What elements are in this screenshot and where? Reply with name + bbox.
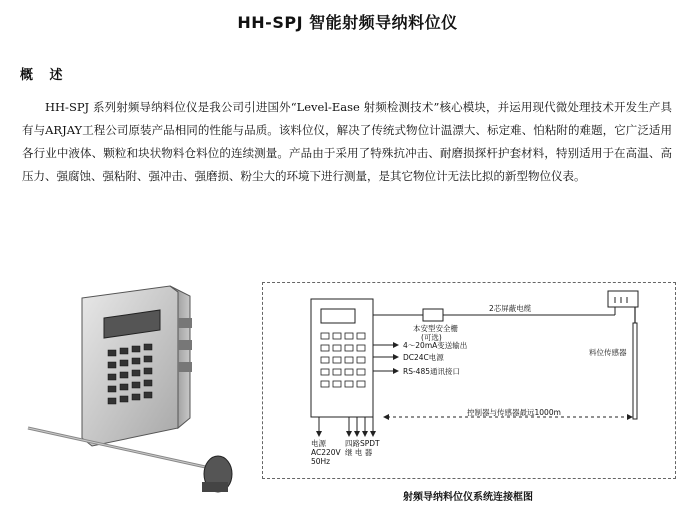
cable-label: 2芯屏蔽电缆: [489, 304, 532, 313]
relay-label: [345, 439, 380, 457]
sensor-head: [608, 291, 638, 307]
barrier-optional-label: (可选): [421, 333, 442, 342]
overview-paragraph: HH-SPJ 系列射频导纳料位仪是我公司引进国外“Level-Ease 射频检测技术”核心模块，并运用现代微处理技术开发生产具有与ARJAY工程公司原装产品相同的性能与品质。该料位仪，解决了传统式物位计温漂大、标定难、怕粘附的难题，它广泛适用各行业中液体、颗粒和块状物料仓料位的连续测量。产品由于采用了特殊抗冲击、耐磨损探杆护套材料，特别适用于在高温、高压力、强腐蚀、强粘附、强冲击、强磨损、粉尘大的环境下进行测量，是其它物位计无法比拟的新型物位仪表。: [22, 100, 672, 183]
page-title: HH-SPJ 智能射频导纳料位仪: [237, 13, 458, 32]
sensor-label: 料位传感器: [589, 348, 627, 357]
connection-diagram: [262, 282, 676, 479]
distance-label: 控制器与传感器最远1000m: [467, 408, 561, 417]
sensor-rod: [633, 323, 637, 419]
diagram-caption: 射频导纳料位仪系统连接框图: [403, 492, 533, 503]
power-label-line: 50Hz: [311, 457, 331, 466]
relay-label-line: 四路SPDT: [345, 439, 380, 448]
power-label-line: 电源: [311, 439, 326, 448]
power-label: [311, 439, 341, 466]
dc-power-label: DC24C电源: [403, 353, 444, 362]
product-photo: [20, 278, 240, 503]
relay-label-line: 继 电 器: [345, 448, 373, 457]
power-label-line: AC220V: [311, 448, 341, 457]
output-label: 4～20mA变送输出: [403, 341, 468, 350]
rs485-label: RS-485通讯接口: [403, 367, 460, 376]
barrier-box: [423, 309, 443, 321]
section-heading: 概 述: [20, 68, 69, 83]
barrier-label: 本安型安全栅: [413, 324, 458, 333]
controller-display: [321, 309, 355, 323]
